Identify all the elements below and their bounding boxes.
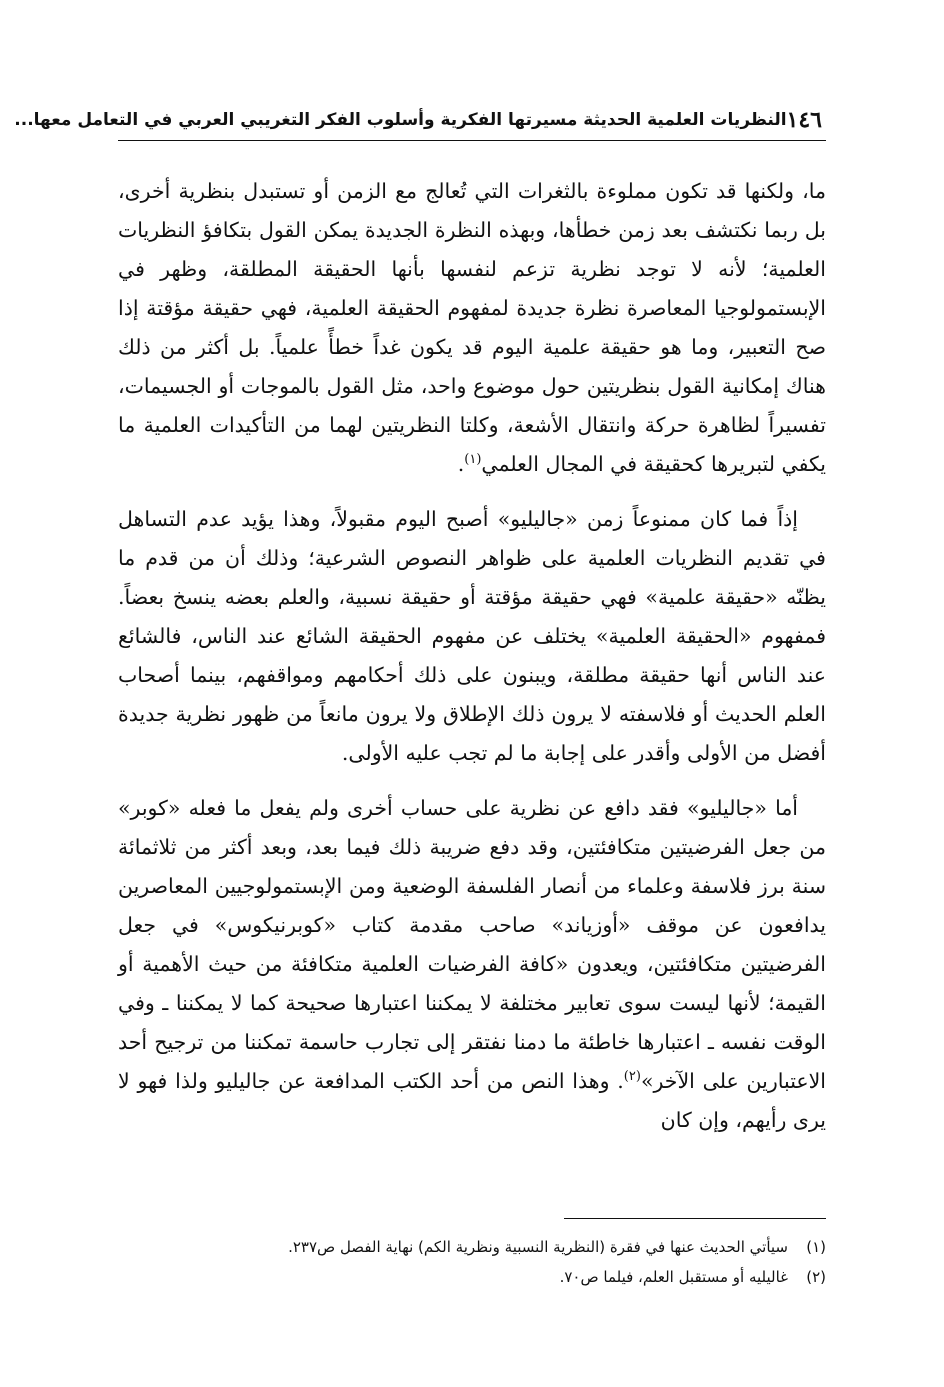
running-header-title: النظريات العلمية الحديثة مسيرتها الفكرية وأسلوب الفكر التغريبي العربي في التعامل معها... (14, 110, 787, 130)
footnote-number: (١) (806, 1238, 826, 1256)
paragraph-3 (118, 789, 826, 1140)
footnote-text: سيأتي الحديث عنها في فقرة (النظرية النسبية ونظرية الكم) نهاية الفصل ص٢٣٧. (288, 1238, 788, 1256)
paragraph-3-text: أما «جاليليو» فقد دافع عن نظرية على حساب أخرى ولم يفعل ما فعله «كوبر» من جعل الفرضيتين متكافئتين، وقد دفع ضريبة ذلك فيما بعد، وبعد أكثر من ثلاثمائة سنة برز فلاسفة وعلماء من أنصار الفلسفة الوضعية ومن الإبستمولوجيين المعاصرين يدافعون عن موقف «أوزياند» صاحب مقدمة كتاب «كوبرنيكوس» في جعل الفرضيتين متكافئتين، ويعدون «كافة الفرضيات العلمية متكافئة من حيث الأهمية أو القيمة؛ لأنها ليست سوى تعابير مختلفة لا يمكننا اعتبارها صحيحة كما لا يمكننا ـ وفي الوقت نفسه ـ اعتبارها خاطئة ما دمنا نفتقر إلى تجارب حاسمة تمكننا من ترجيح أحد الاعتبارين على الآخر» (118, 796, 826, 1093)
footnote-1 (118, 1232, 826, 1262)
footnote-text: غاليليه أو مستقبل العلم، فيلما ص٧٠. (559, 1268, 788, 1286)
paragraph-2: إذاً فما كان ممنوعاً زمن «جاليليو» أصبح اليوم مقبولاً، وهذا يؤيد عدم التساهل في تقديم النظريات العلمية على ظواهر النصوص الشرعية؛ وذلك أن من قدم ما يظنّه «حقيقة علمية» فهي حقيقة مؤقتة أو حقيقة نسبية، والعلم بعضه ينسخ بعضاً. فمفهوم «الحقيقة العلمية» يختلف عن مفهوم الحقيقة الشائع عند الناس، فالشائع عند الناس أنها حقيقة مطلقة، ويبنون على ذلك أحكامهم ومواقفهم، بينما أصحاب العلم الحديث أو فلاسفته لا يرون ذلك الإطلاق ولا يرون مانعاً من ظهور نظرية جديدة أفضل من الأولى وأقدر على إجابة ما لم تجب عليه الأولى. (118, 507, 826, 765)
footnote-2 (118, 1262, 826, 1292)
footnote-number: (٢) (806, 1268, 826, 1286)
footnote-ref-1: (١) (464, 452, 482, 468)
paragraph-1 (118, 172, 826, 484)
page-number: ١٤٦ (786, 107, 822, 133)
footnote-ref-2: (٢) (623, 1069, 641, 1085)
footnotes (118, 1232, 826, 1292)
main-text (118, 172, 826, 1140)
paragraph-1-end: . (457, 452, 465, 476)
paragraph-1-text: ما، ولكنها قد تكون مملوءة بالثغرات التي تُعالج مع الزمن أو تستبدل بنظرية أخرى، بل ربما نكتشف بعد زمن خطأها، وبهذه النظرة الجديدة يمكن القول بتكافؤ النظريات العلمية؛ لأنه لا توجد نظرية تزعم لنفسها بأنها الحقيقة المطلقة، وظهر في الإبستمولوجيا المعاصرة نظرة جديدة لمفهوم الحقيقة العلمية، فهي حقيقة مؤقتة إذا صح التعبير، وما هو حقيقة علمية اليوم قد يكون غداً خطأً علمياً. بل أكثر من ذلك هناك إمكانية القول بنظريتين حول موضوع واحد، مثل القول بالموجات أو الجسيمات، تفسيراً لظاهرة حركة وانتقال الأشعة، وكلتا النظريتين لهما من التأكيدات العلمية ما يكفي لتبريرها كحقيقة في المجال العلمي (118, 179, 826, 476)
running-header (14, 100, 826, 141)
footnote-divider (564, 1218, 826, 1219)
paragraph-3-end: . وهذا النص من أحد الكتب المدافعة عن جاليليو ولذا فهو لا يرى رأيهم، وإن كان (118, 1069, 826, 1132)
